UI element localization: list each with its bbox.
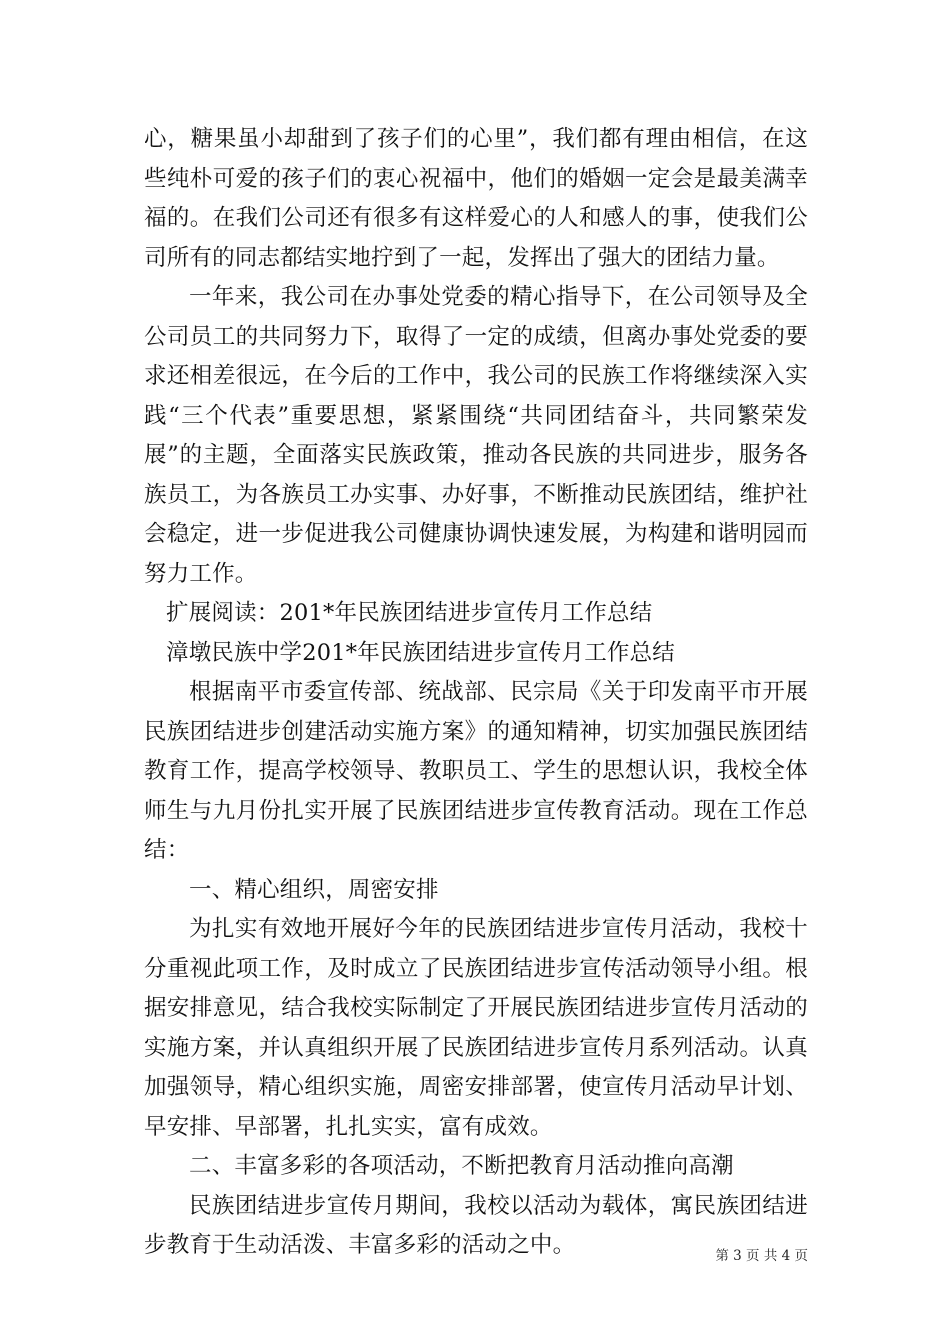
paragraph-continuation: 心，糖果虽小却甜到了孩子们的心里”，我们都有理由相信，在这些纯朴可爱的孩子们的衷心祝福中，他们的婚姻一定会是最美满幸福的。在我们公司还有很多有这样爱心的人和感人的事，使我们公司所有的同志都结实地拧到了一起，发挥出了强大的团结力量。 bbox=[144, 126, 808, 271]
paragraph-intro: 根据南平市委宣传部、统战部、民宗局《关于印发南平市开展民族团结进步创建活动实施方案》的通知精神，切实加强民族团结教育工作，提高学校领导、教职员工、学生的思想认识，我校全体师生与九月份扎实开展了民族团结进步宣传教育活动。现在工作总结： bbox=[144, 679, 808, 863]
document-body bbox=[144, 120, 808, 1266]
page-number-footer: 第 3 页 共 4 页 bbox=[715, 1248, 808, 1264]
paragraph-section-1: 为扎实有效地开展好今年的民族团结进步宣传月活动，我校十分重视此项工作，及时成立了民族团结进步宣传活动领导小组。根据安排意见，结合我校实际制定了开展民族团结进步宣传月活动的实施方案，并认真组织开展了民族团结进步宣传月系列活动。认真加强领导，精心组织实施，周密安排部署，使宣传月活动早计划、早安排、早部署，扎扎实实，富有成效。 bbox=[144, 916, 808, 1140]
report-title: 漳墩民族中学201*年民族团结进步宣传月工作总结 bbox=[166, 639, 675, 666]
extended-reading-heading: 扩展阅读：201*年民族团结进步宣传月工作总结 bbox=[166, 600, 653, 626]
section-heading-2: 二、丰富多彩的各项活动，不断把教育月活动推向高潮 bbox=[189, 1153, 734, 1179]
section-heading-1: 一、精心组织，周密安排 bbox=[189, 876, 439, 903]
paragraph-year-summary: 一年来，我公司在办事处党委的精心指导下，在公司领导及全公司员工的共同努力下，取得了一定的成绩，但离办事处党委的要求还相差很远，在今后的工作中，我公司的民族工作将继续深入实践“三个代表”重要思想，紧紧围绕“共同团结奋斗，共同繁荣发展”的主题，全面落实民族政策，推动各民族的共同进步，服务各族员工，为各族员工办实事、办好事，不断推动民族团结，维护社会稳定，进一步促进我公司健康协调快速发展，为构建和谐明园而努力工作。 bbox=[144, 284, 808, 587]
paragraph-section-2: 民族团结进步宣传月期间，我校以活动为载体，寓民族团结进步教育于生动活泼、丰富多彩的活动之中。 bbox=[144, 1192, 808, 1258]
